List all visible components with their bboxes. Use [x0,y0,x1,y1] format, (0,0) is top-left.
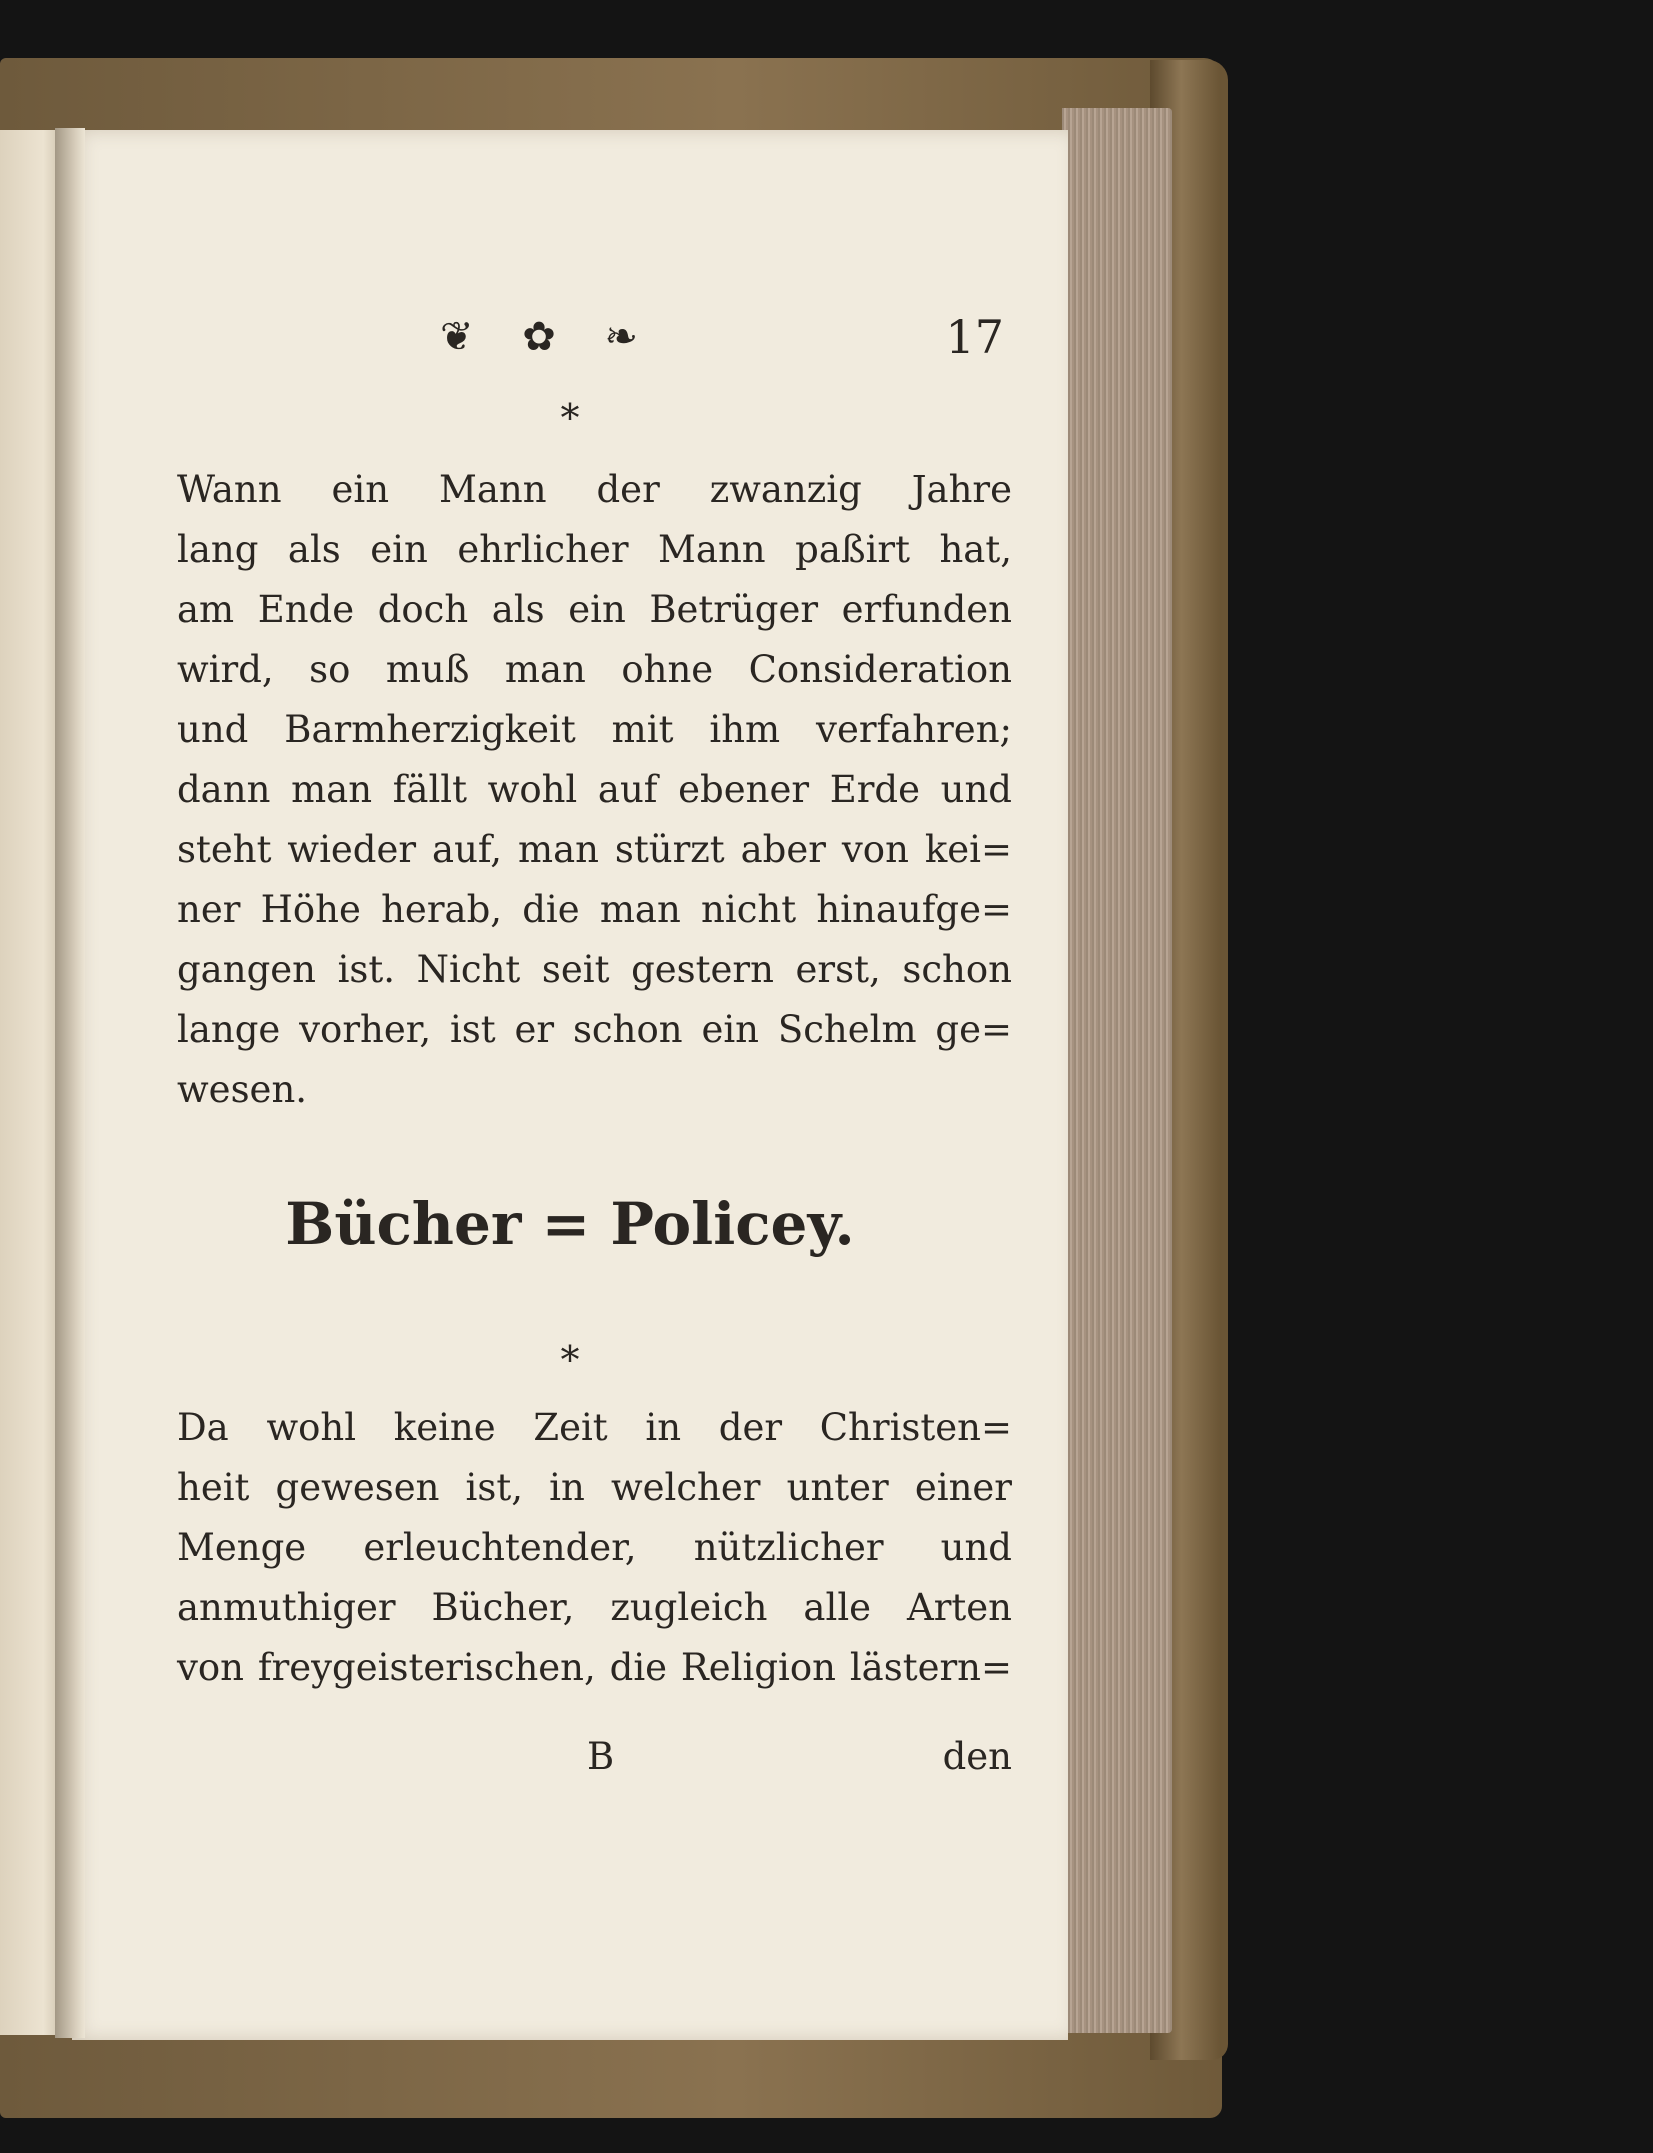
section-asterisk-1: * [560,396,580,440]
text-line: heit gewesen ist, in welcher unter einer [177,1466,1012,1509]
text-line: Da wohl keine Zeit in der Christen= [177,1406,1012,1449]
header-ornament: ❦ ✿ ❧ [440,314,656,360]
text-line: gangen ist. Nicht seit gestern erst, schon [177,948,1012,991]
catchword: den [942,1735,1012,1778]
page-footer [177,1735,1012,1795]
paragraph-1 [177,460,1012,1120]
text-line: und Barmherzigkeit mit ihm verfahren; [177,708,1012,751]
text-line: wesen. [177,1068,308,1111]
paragraph-2 [177,1398,1012,1698]
previous-page-edge [0,130,62,2035]
text-line: wird, so muß man ohne Consideration [177,648,1012,691]
page-number: 17 [945,310,1004,364]
gutter-shadow [55,128,85,2038]
text-line: lange vorher, ist er schon ein Schelm ge= [177,1008,1012,1051]
section-asterisk-2: * [560,1338,580,1382]
text-line: dann man fällt wohl auf ebener Erde und [177,768,1012,811]
text-line: anmuthiger Bücher, zugleich alle Arten [177,1586,1012,1629]
book-page [72,130,1068,2040]
text-line: Wann ein Mann der zwanzig Jahre [177,468,1012,511]
signature-mark: B [587,1735,615,1778]
section-heading: Bücher = Policey. [285,1190,855,1258]
text-line: am Ende doch als ein Betrüger erfunden [177,588,1012,631]
page-header [72,308,1068,378]
text-line: steht wieder auf, man stürzt aber von kei= [177,828,1012,871]
page-edges [1062,108,1172,2033]
text-line: Menge erleuchtender, nützlicher und [177,1526,1012,1569]
text-line: lang als ein ehrlicher Mann paßirt hat, [177,528,1012,571]
text-line: von freygeisterischen, die Religion lästern= [177,1646,1012,1689]
text-line: ner Höhe herab, die man nicht hinaufge= [177,888,1012,931]
